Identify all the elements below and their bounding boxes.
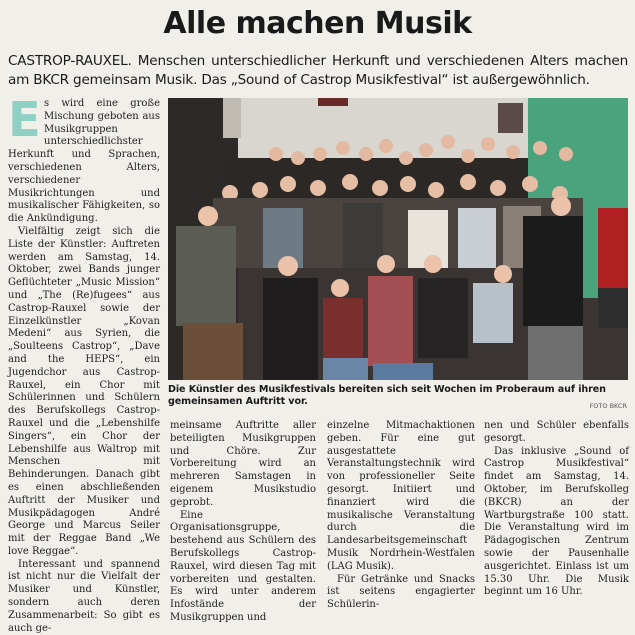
paragraph: s wird eine große Mischung geboten aus Musikgruppen unterschiedlichster Herkunft und Sprachen, verschiedenen Alters, verschiedener Musikrichtungen und musikalischer Fähigkeiten, so die Ankündigung. [8,98,160,225]
article-column-3 [327,420,475,612]
paragraph: einzelne Mitmachaktionen geben. Für eine gut ausgestattete Veranstaltungstechnik wird von professioneller Seite gesorgt. Initiiert und finanziert wird die musikalische Veranstaltung durch die Landesarbeitsgemeinschaft Musik Nordrhein-Westfalen (LAG Musik). [327,420,475,572]
paragraph: Eine Organisationsgruppe, bestehend aus Schülern des Berufskollegs Castrop-Rauxel, wird diesen Tag mit vorbereiten und gestalten. Es wird unter anderem Infostände der Musikgruppen und [170,509,316,623]
lead-paragraph: CASTROP-RAUXEL. Menschen unterschiedlicher Herkunft und verschiedenen Alters machen am BKCR gemeinsam Musik. Das „Sound of Castrop Musikfestival“ ist außergewöhnlich. [8,53,628,88]
group-photo [168,98,628,380]
paragraph: Interessant und spannend ist nicht nur die Vielfalt der Musiker und Künstler, sondern auch deren Zusammenarbeit: So gibt es auch ge- [8,558,160,634]
paragraph: Für Getränke und Snacks ist seitens engagierter Schülerin- [327,573,475,611]
photo-credit: FOTO BKCR [589,402,627,410]
drop-cap: E [8,92,41,148]
headline: Alle machen Musik [163,6,472,41]
paragraph: Vielfältig zeigt sich die Liste der Künstler: Auftreten werden am Samstag, 14. Oktober, zwei Bands junger Geflüchteter „Music Mission“ und „The (Re)fugees“ aus Castrop-Rauxel sowie der Einzelkünstler „Kovan Medeni“ aus Syrien, die „Soulteens Castrop“, „Dave and the HEPS“, ein Jugendchor aus Castrop-Rauxel, ein Chor mit Schülerinnen und Schülern des Berufskollegs Castrop-Rauxel und die „Lebenshilfe Singers“, ein Chor der Lebenshilfe aus Waltrop mit Menschen mit Behinderungen. Danach gibt es einen abschließenden Auftritt der Musiker und Musikpädagogen André George und Marcus Seiler mit der Reggae Band „We love Reggae“. [8,225,160,557]
article-column-2 [170,420,316,625]
article-column-4 [484,420,629,599]
article-column-1 [8,92,160,635]
paragraph: Das inklusive „Sound of Castrop Musikfestival“ findet am Samstag, 14. Oktober, im Berufskolleg (BKCR) an der Wartburgstraße 100 statt. Die Veranstaltung wird im Pädagogischen Zentrum sowie der Pausenhalle ausgerichtet. Einlass ist um 15.30 Uhr. Die Musik beginnt um 16 Uhr. [484,445,629,598]
paragraph: meinsame Auftritte aller beteiligten Musikgruppen und Chöre. Zur Vorbereitung wird an mehreren Samstagen in eigenem Musikstudio geprobt. [170,420,316,508]
photo-caption: Die Künstler des Musikfestivals bereiten sich seit Wochen im Proberaum auf ihren gemeinsamen Auftritt vor. [168,384,606,407]
paragraph: nen und Schüler ebenfalls gesorgt. [484,420,629,444]
